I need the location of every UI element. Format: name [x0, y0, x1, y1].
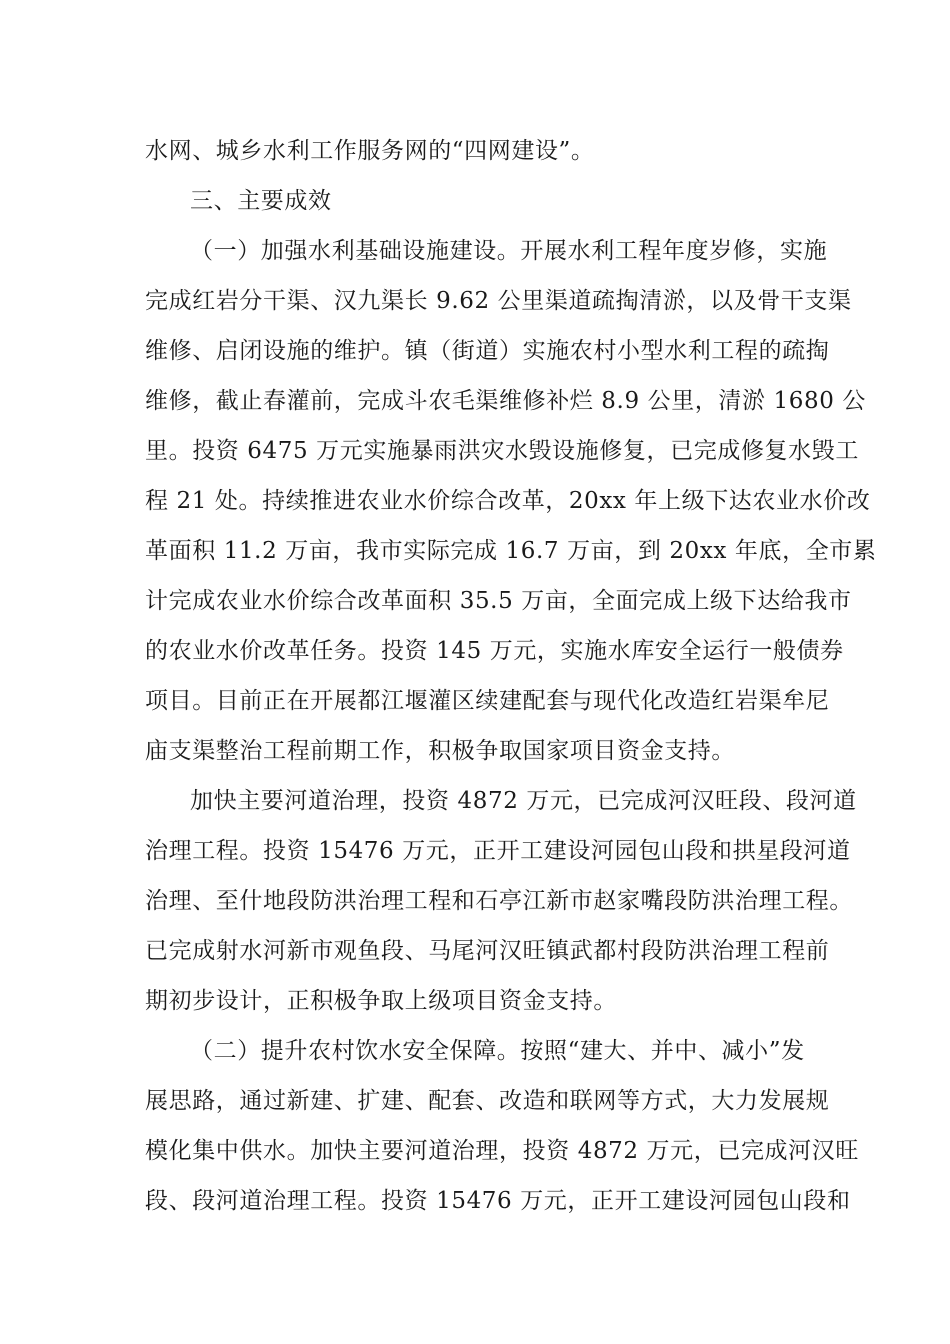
text-line: 完成红岩分干渠、汉九渠长 9.62 公里渠道疏掏清淤，以及骨干支渠	[145, 288, 852, 314]
text-line: （二）提升农村饮水安全保障。按照“建大、并中、减小”发	[190, 1038, 805, 1064]
text-line: 模化集中供水。加快主要河道治理，投资 4872 万元，已完成河汉旺	[145, 1138, 859, 1164]
text-line: 治理工程。投资 15476 万元，正开工建设河园包山段和拱星段河道	[145, 838, 851, 864]
text-line: 程 21 处。持续推进农业水价综合改革，20xx 年上级下达农业水价改	[145, 488, 871, 514]
section-heading: 三、主要成效	[190, 188, 332, 214]
text-line: 项目。目前正在开展都江堰灌区续建配套与现代化改造红岩渠牟尼	[145, 688, 830, 714]
text-line: （一）加强水利基础设施建设。开展水利工程年度岁修，实施	[190, 238, 828, 264]
text-line: 里。投资 6475 万元实施暴雨洪灾水毁设施修复，已完成修复水毁工	[145, 438, 859, 464]
text-line: 段、段河道治理工程。投资 15476 万元，正开工建设河园包山段和	[145, 1188, 851, 1214]
text-line: 已完成射水河新市观鱼段、马尾河汉旺镇武都村段防洪治理工程前	[145, 938, 830, 964]
text-line: 庙支渠整治工程前期工作，积极争取国家项目资金支持。	[145, 738, 735, 764]
text-line: 水网、城乡水利工作服务网的“四网建设”。	[145, 138, 595, 164]
text-line: 展思路，通过新建、扩建、配套、改造和联网等方式，大力发展规	[145, 1088, 830, 1114]
text-line: 加快主要河道治理，投资 4872 万元，已完成河汉旺段、段河道	[190, 788, 857, 814]
text-line: 维修、启闭设施的维护。镇（街道）实施农村小型水利工程的疏掏	[145, 338, 830, 364]
text-line: 计完成农业水价综合改革面积 35.5 万亩，全面完成上级下达给我市	[145, 588, 852, 614]
text-line: 维修，截止春灌前，完成斗农毛渠维修补烂 8.9 公里，清淤 1680 公	[145, 388, 866, 414]
text-line: 的农业水价改革任务。投资 145 万元，实施水库安全运行一般债券	[145, 638, 844, 664]
text-line: 期初步设计，正积极争取上级项目资金支持。	[145, 988, 617, 1014]
text-line: 治理、至什地段防洪治理工程和石亭江新市赵家嘴段防洪治理工程。	[145, 888, 853, 914]
text-line: 革面积 11.2 万亩，我市实际完成 16.7 万亩，到 20xx 年底，全市累	[145, 538, 877, 564]
